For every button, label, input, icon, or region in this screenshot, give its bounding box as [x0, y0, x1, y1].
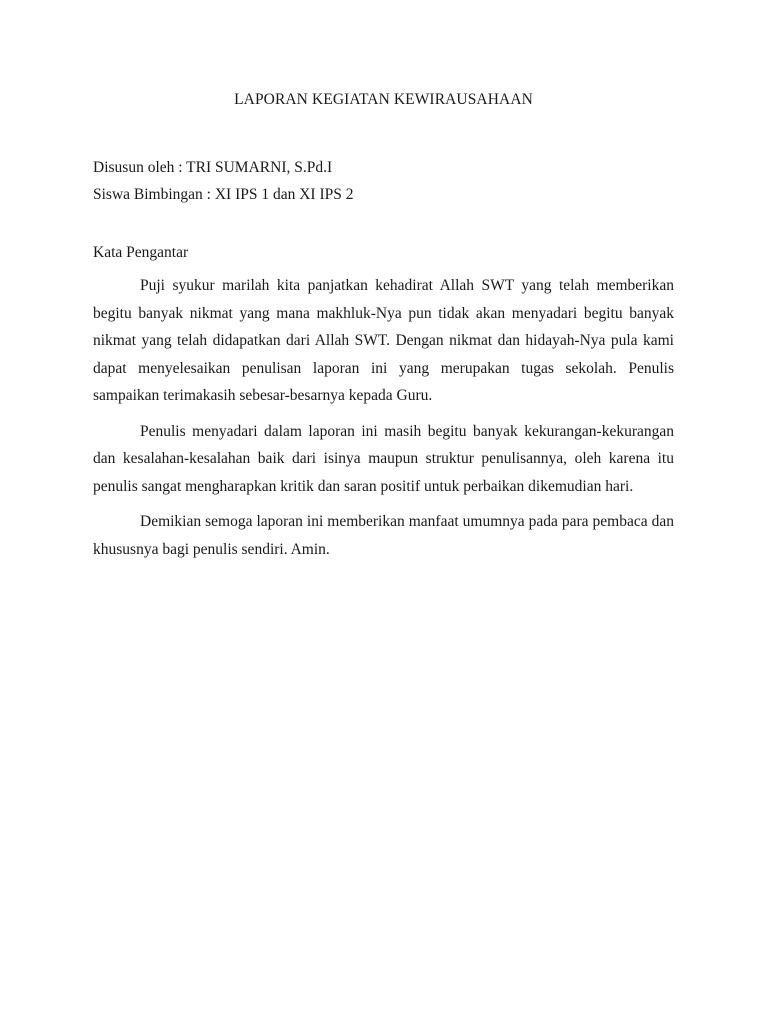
section-heading-kata-pengantar: Kata Pengantar	[93, 243, 189, 261]
paragraph-2: Penulis menyadari dalam laporan ini masih begitu banyak kekurangan-kekurangan dan kesalahan-kesalahan baik dari isinya maupun struktur penulisannya, oleh karena itu penulis sangat mengharapkan kritik dan saran positif untuk perbaikan dikemudian hari.	[93, 422, 674, 495]
author-line: Disusun oleh : TRI SUMARNI, S.Pd.I	[93, 158, 333, 176]
document-title: LAPORAN KEGIATAN KEWIRAUSAHAAN	[234, 91, 533, 108]
document-meta	[93, 154, 674, 208]
paragraph-3: Demikian semoga laporan ini memberikan manfaat umumnya pada para pembaca dan khususnya bagi penulis sendiri. Amin.	[93, 513, 674, 558]
document-content	[93, 86, 674, 571]
paragraph-1: Puji syukur marilah kita panjatkan kehadirat Allah SWT yang telah memberikan begitu banyak nikmat yang mana makhluk-Nya pun tidak akan menyadari begitu banyak nikmat yang telah didapatkan dari Allah SWT. Dengan nikmat dan hidayah-Nya pula kami dapat menyelesaikan penulisan laporan ini yang merupakan tugas sekolah. Penulis sampaikan terimakasih sebesar-besarnya kepada Guru.	[93, 277, 674, 404]
students-line: Siswa Bimbingan : XI IPS 1 dan XI IPS 2	[93, 185, 354, 203]
